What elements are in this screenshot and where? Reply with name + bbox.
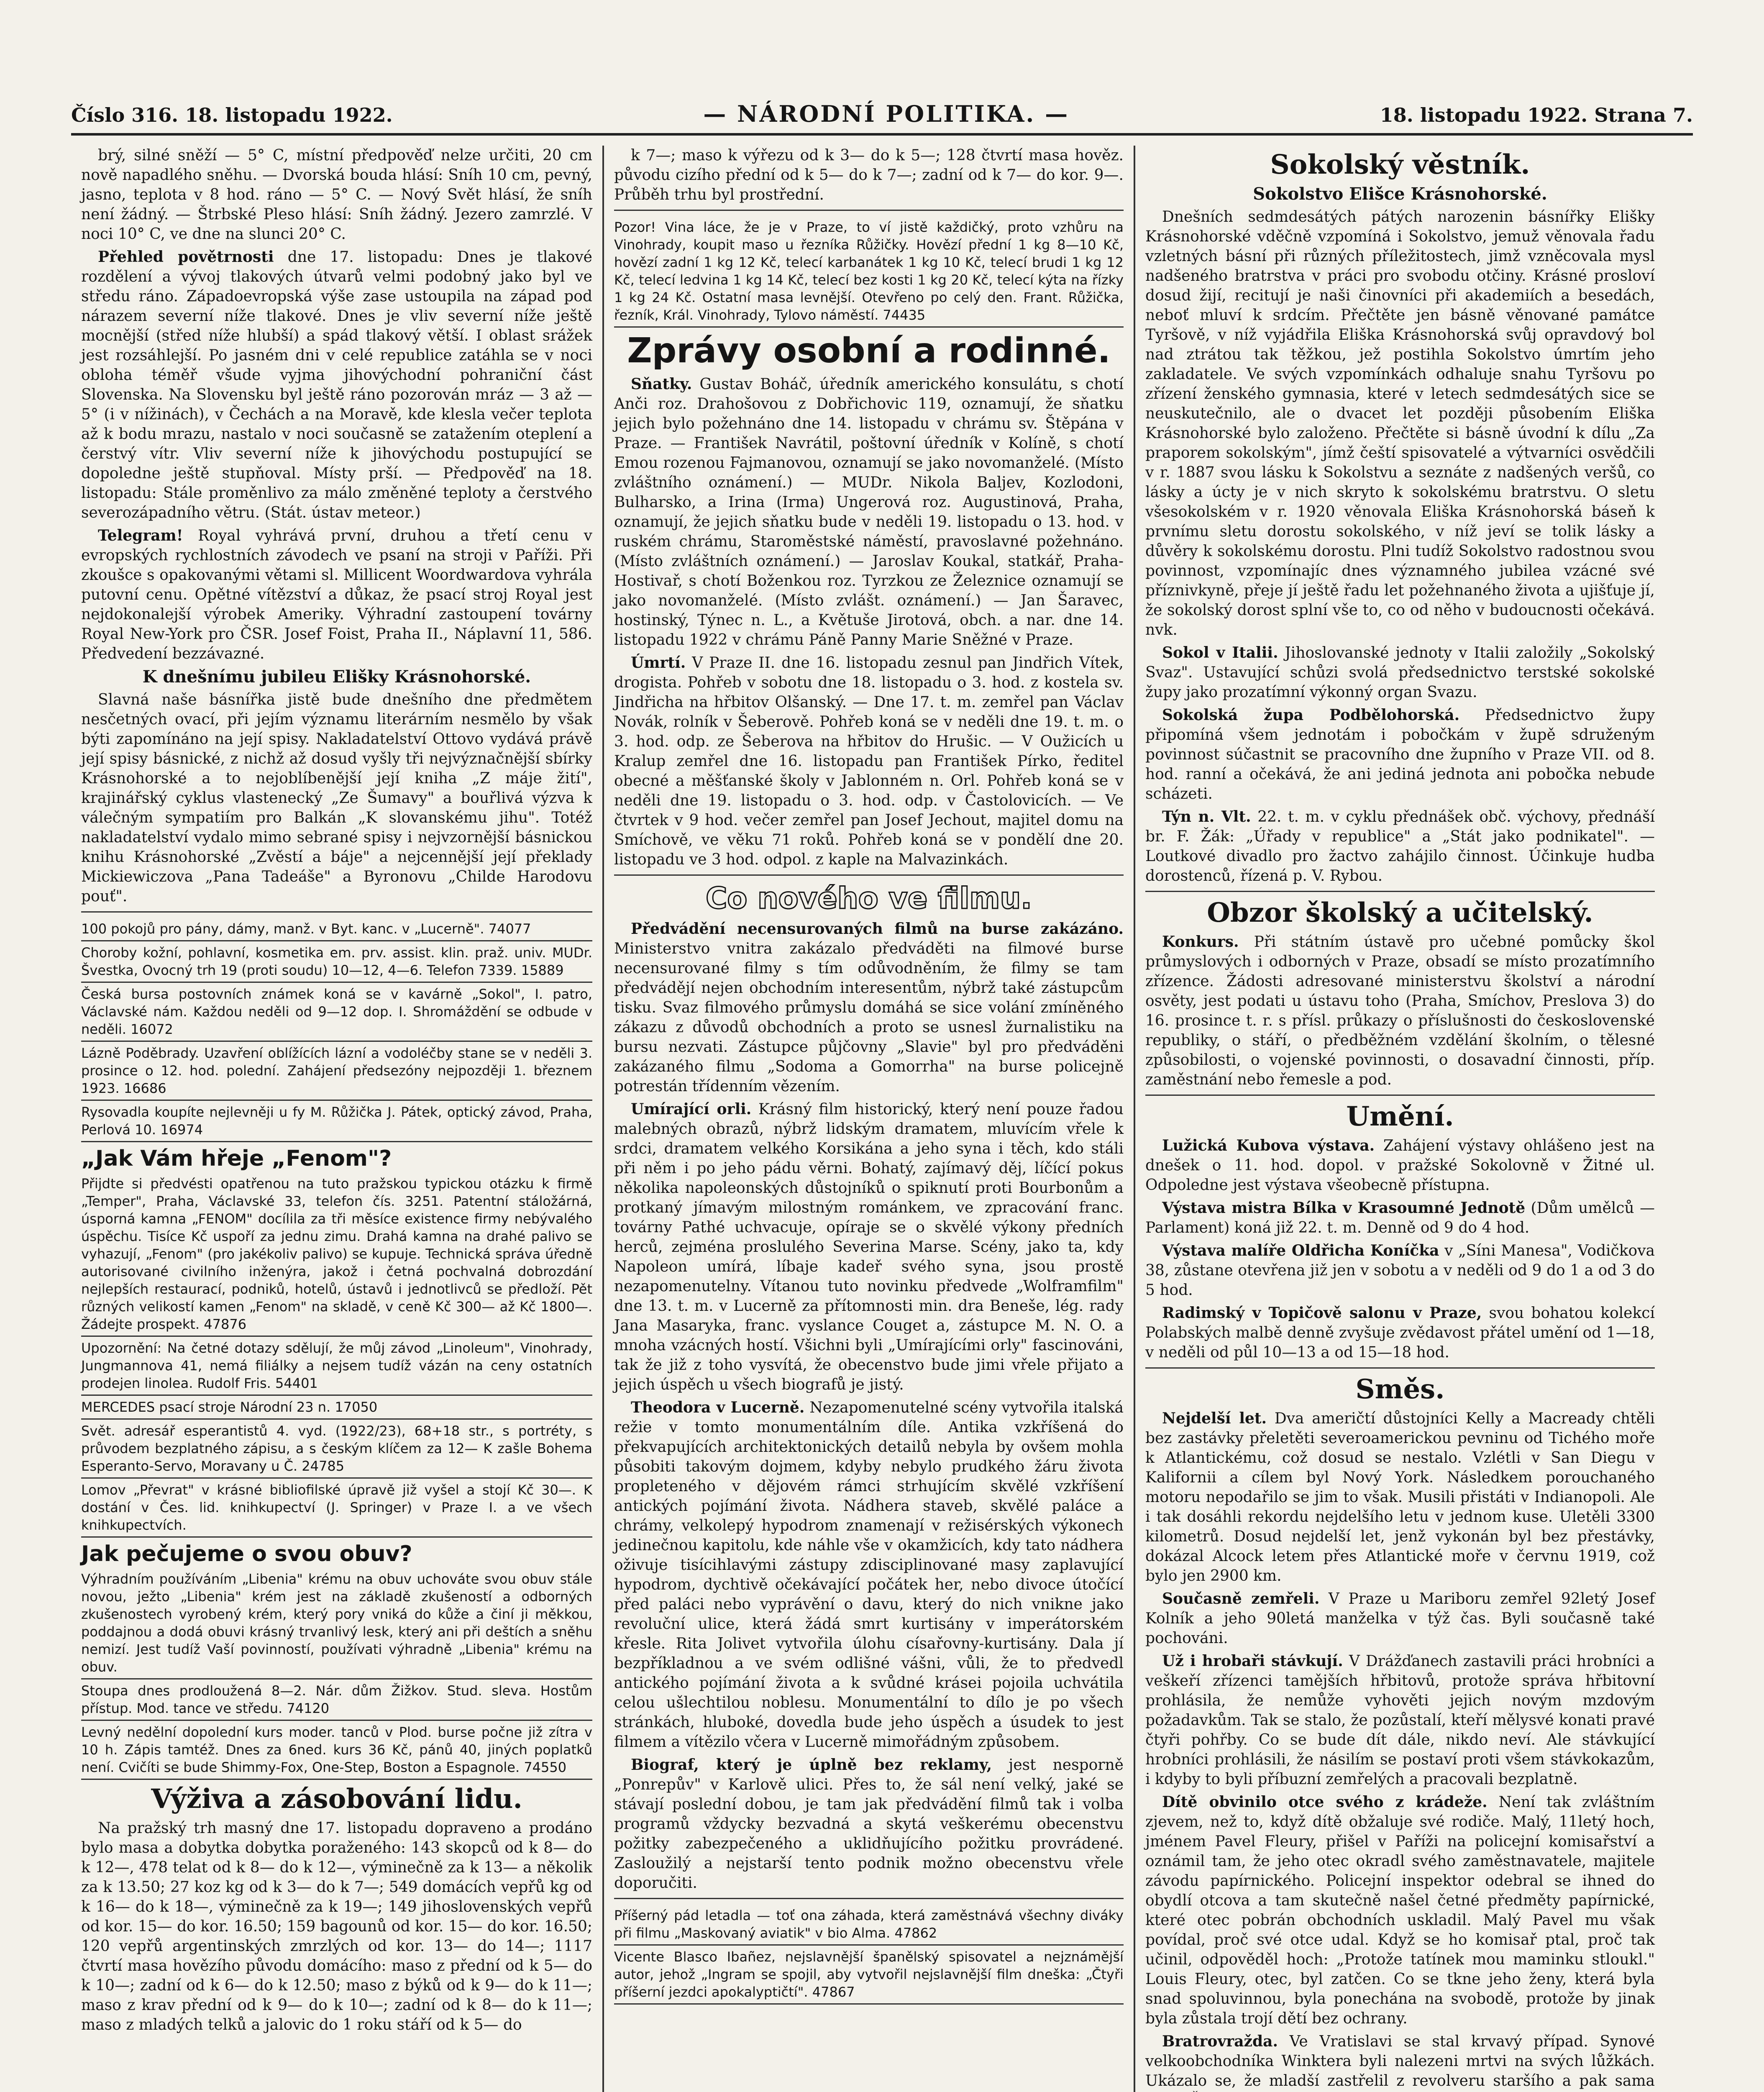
masthead [71,100,1693,136]
art-body: Zahájení výstavy ohlášeno jest na dnešek o 11. hod. dopol. v pražské Sokolovně v Žitné ul. Odpoledne jest výstava všeobecně přístupna. [1145,1137,1655,1194]
film-body: Krásný film historický, který není pouze řadou malebných obrazů, nýbrž lidským dramatem, mluvícím vřele k srdci, dramatem velkého Korsikána a jeho syna i těch, kdo stáli při něm i po jeho pádu věrni. Bohatý, zajímavý děj, líčící pokus několika napoleonských důstojníků o spiknutí proti Bourbonům a protkaný jímavým milostným románkem, ve zpracování franc. továrny Pathé uchvacuje, opíraje se o skvělé výkony předních herců, zejména proslulého Severina Marse. Scény, jako ta, kdy Napoleon umírá, líbaje kadeř svého syna, jsou prostě nezapomenutelny. Vítanou tuto novinku předvede „Wolframfilm" dne 13. t. m. v Lucerně za přítomnosti min. dra Beneše, lég. rady Jana Masaryka, franc. vyslance Couget a, zástupce M. N. O. a mnoha vzácných hostí. Všichni byli „Umírajícími orly" fascinováni, tak že již z toho vysvítá, že obecenstvo bude jimi vřele přijato a jejich úspěch u všech biografů je jistý. [614,1101,1124,1393]
misc-body: Není tak zvláštním zjevem, než to, když dítě obžaluje své rodiče. Malý, 11letý hoch, jménem Pavel Fleury, přišel v Paříži na policejní komisařství a oznámil tam, že jeho otec okradl svého zaměstnavatele, majitele závodu papírnického. Policejní inspektor odebral se ihned do obydlí otcova a tam skutečně našel četné předměty papírnické, které otec pobrán obchodních uskladil. Malý Pavel mu však povídal, proč své otce udal. Když se ho komisař ptal, proč tak učinil, odpověděl hoch: „Protože tatínek mou maminku stloukl." Louis Fleury, otec, byl zatčen. Co se tkne jeho ženy, která byla snad spoluvinnou, byla ponechána na svobodě, protože by jinak byla zůstala trojí dětí bez ochrany. [1145,1794,1655,2027]
misc-body: V Drážďanech zastavili práci hrobníci a veškeří zřízenci tamějších hřbitovů, protože správa hřbitovní prohlásila, že nemůže vyhověti jejich novým mzdovým požadavkům. Tak se stalo, že pozůstalí, kteří mělysvé konati pravé čtyři pohřby. Co se bude dít dále, nikdo neví. Ale stávkující hrobníci prohlásili, že násilím se postaví proti všem stávkokazům, i kdyby to byli příbuzní zemřelých a pracovali bezplatně. [1145,1653,1655,1788]
classified-ad: Česká bursa postovních známek koná se v kavárně „Sokol", I. patro, Václavské nám. Každou neděli od 9—12 dop. I. Shromáždění se odbude v neděli. 16072 [81,983,592,1042]
misc-article [1145,2032,1655,2092]
misc-article [1145,1651,1655,1789]
deaths-lead: Úmrtí. [631,654,686,672]
shoe-ad-text: Výhradním používáním „Libenia" krému na obuv uchováte svou obuv stále novou, ježto „Libenia" krém jest na základě zkušeností a odborných zkušenostech vyrobený krém, který pory vniká do kůže a činí ji měkkou, poddajnou a dodá obuvi krásný trvanlivý lesk, který ani při deštích a sněhu nemizí. Jest tudíž Vaší povinností, používati výhradně „Libenia" krému na obuv. [81,1568,592,1679]
misc-article [1145,1409,1655,1586]
telegram-article [81,526,592,664]
page-number: 18. listopadu 1922. Strana 7. [1380,104,1693,126]
misc-lead: Nejdelší let. [1162,1410,1267,1427]
sokol-lead: Sokol v Italii. [1162,644,1278,661]
sokol-lead: Sokolská župa Podbělohorská. [1162,706,1460,724]
classified-ad: Choroby kožní, pohlavní, kosmetika em. prv. assist. klin. praž. univ. MUDr. Švestka, Ovocný trh 19 (proti soudu) 10—12, 4—6. Telefon 7339. 15889 [81,941,592,983]
classified-ad: Levný nedělní dopolední kurs moder. tanců v Plod. burse počne již zítra v 10 h. Zápis tamtéž. Dnes za 6ned. kurs 36 Kč, pánů 40, jiných poplatků není. Cvičíti se bude Shimmy-Fox, One-Step, Boston a Espagnole. 74550 [81,1721,592,1780]
school-heading: Obzor školský a učitelský. [1207,897,1593,928]
film-lead: Biograf, který je úplně bez reklamy, [631,1756,992,1774]
art-lead: Radimský v Topičově salonu v Praze, [1162,1304,1482,1322]
weddings-text [614,374,1124,650]
sokol-subheading: Sokolstvo Elišce Krásnohorské. [1253,184,1547,204]
art-article [1145,1241,1655,1300]
film-lead: Umírající orli. [631,1100,752,1118]
film-article [614,919,1124,1096]
film-article [614,1398,1124,1752]
columns [71,146,1693,2092]
newspaper-title: — NÁRODNÍ POLITIKA. — [703,100,1070,127]
divider [81,911,592,913]
issue-date: Číslo 316. 18. listopadu 1922. [71,104,393,126]
weddings-body: Gustav Boháč, úředník amerického konsulátu, s chotí Anči roz. Drahošovou z Dobřichovic 119, oznamují, že sňatku jejich bylo požehnáno dne 14. listopadu v chrámu sv. Štěpána v Praze. — František Navrátil, poštovní úředník v Kolíně, s chotí Emou rozenou Fajmanovou, oznamují se jako novomanželé. (Místo zvláštního oznámení.) — MUDr. Nikola Baljev, Kozlodoni, Bulharsko, a Irina (Irma) Ungerová roz. Augustinová, Praha, oznamují, že jejich sňatku bude v neděli 19. listopadu o 13. hod. v ruském chrámu, Staroměstské náměstí, pravoslavné požehnáno. (Místo zvláštních oznámení.) — Jaroslav Koukal, statkář, Praha-Hostivař, s chotí Boženkou roz. Tyrzkou ze Železnice oznamují se jako novomanželé. (Místo zvlášt. oznámení.) — Jan Šaravec, hostinský, Týnec n. L., a Květuše Jirotová, obch. a nar. dne 14. listopadu 1922 v chrámu Páně Panny Marie Sněžné v Praze. [614,376,1124,649]
divider [614,1898,1124,1899]
film-article [614,1755,1124,1893]
sokol-text: Dnešních sedmdesátých pátých narozenin básnířky Elišky Krásnohorské vděčně vzpomíná i Sokolstvo, jemuž věnovala řadu vzletných básní při různých příležitostech, jimž vzněcovala mysl nadšeného bratrstva v práci pro svobodu otčiny. Krásné prosloví dosud žijí, recitují je naši činovníci při akademiích a besedách, neboť mluví k srdcím. Přečtěte jen básně věnované památce Tyršově, v níž vyjádřila Eliška Krásnohorská svůj opravdový bol nad ztrátou tak těžkou, jež postihla Sokolstvo úmrtím jeho zakladatele. Ve svých vzpomínkách odhaluje snahu Tyršovu po zřízení ženského gymnasia, které v letech sedmdesátých sice se neuskutečnilo, ale o dvacet let později působením Eliška Krásnohorské bylo založeno. Přečtěte si básně úvodní k dílu „Za praporem sokolským", jímž čeští spisovatelé a výtvarníci osvědčili v r. 1887 svou lásku k Sokolstvu a seznáte z nadšených veršů, co lásky a úcty je v nich skryto k sokolskému bratrstvu. O sletu všesokolském v r. 1920 věnovala Eliška Krásnohorská báseň k prvnímu sletu dorostu sokolského, v níž jeví se tolik lásky a důvěry k sokolskému dorostu. Plni tudíž Sokolstvo radostnou svou povinnost, vzpomínajíc dnes významného jubilea vzácné své příznivkyně, přeje jí ještě řadu let požehnaného života a ujišťuje jí, že sokolský dorost splní vše to, co od něho v budoucnosti očekává. nvk. [1145,208,1655,638]
film-article [614,1100,1124,1395]
butcher-ad: Pozor! Vina láce, že je v Praze, to ví jistě každičký, proto vzhůru na Vinohrady, koupit maso u řezníka Růžičky. Hovězí přední 1 kg 8—10 Kč, hovězí zadní 1 kg 12 Kč, telecí karbanátek 1 kg 10 Kč, telecí brudi 1 kg 12 Kč, telecí ledvina 1 kg 14 Kč, telecí bez kosti 1 kg 20 Kč, telecí kýta na řízky 1 kg 24 Kč. Ostatní masa levnější. Otevřeno po celý den. Frant. Růžička, řezník, Král. Vinohrady, Tylovo náměstí. 74435 [614,216,1124,328]
divider [1145,891,1655,892]
divider [1145,1095,1655,1096]
personal-heading: Zprávy osobní a rodinné. [627,331,1111,371]
misc-heading: Směs. [1355,1374,1445,1405]
sokol-heading: Sokolský věstník. [1270,149,1530,180]
column-2 [602,146,1134,2092]
misc-article [1145,1589,1655,1648]
meat-market-text: k 7—; maso k výřezu od k 3— do k 5—; 128 čtvrtí masa hověz. původu cizího přední od k 5— do k 7—; zadní od k 7— do kor. 9—. Průběh trhu byl prostřední. [614,147,1124,203]
telegram-text: Royal vyhrává první, druhou a třetí cenu v evropských rychlostních závodech ve psaní na stroji v Paříži. Při zkoušce s opakovanými větami sl. Millicent Woordwardova vyhrála putovní cenu. Opětné vítězství a důkaz, že psací stroj Royal jest nejdokonalejší výrobek Ameriky. Výhradní zastoupení továrny Royal New-York pro ČSR. Josef Foist, Praha II., Náplavní 11, 586. Předvedení bezzávazné. [81,527,592,662]
film-body: jest nesporně „Ponrepův" v Karlově ulici. Přes to, že sál není velký, jaké se stávají poslední dobou, je tam jak předvádění filmů tak i volba programů vždycky bezvadná a skytá veškerému obecenstvu požitky zabezpečeného a uklidňujícího požitku provrádené. Zasloužilý a nejstarší tento podnik možno obecenstvu vřele doporučiti. [614,1756,1124,1892]
misc-lead: Současně zemřeli. [1162,1590,1320,1607]
film-lead: Theodora v Lucerně. [631,1399,805,1416]
deaths-text [614,653,1124,869]
art-heading: Umění. [1346,1101,1454,1132]
art-article [1145,1136,1655,1195]
misc-lead: Už i hrobaři stávkují. [1162,1652,1343,1670]
school-lead: Konkurs. [1162,933,1239,951]
art-lead: Lužická Kubova výstava. [1162,1137,1375,1154]
art-body: (Dům umělců — Parlament) koná již 22. t. m. Denně od 9 do 4 hod. [1145,1200,1655,1236]
art-body: svou bohatou kolekcí Polabských malbě denně zvyšuje zvědavost přátel umění od 1—18, v neděli od půl 10—13 a od 15—18 hod. [1145,1305,1655,1361]
school-article [1145,932,1655,1090]
column-3 [1134,146,1665,2092]
food-text: Na pražský trh masný dne 17. listopadu dopraveno a prodáno bylo masa a dobytka dobytka poraženého: 143 skopců od k 8— do k 12—, 478 telat od k 8— do k 12—, výminečně za k 13— a několik za k 13.50; 27 koz kg od k 3— do k 7—; 549 domácích vepřů kg od k 16— do k 18—, výminečně za k 19—; 149 jihoslovenských vepřů od kor. 15— do kor. 16.50; 159 bagounů od kor. 15— do kor. 16.50; 120 vepřů argentinských zmrzlých od kor. 13— do 14—; 1117 čtvrtí masa hovězího původu domácího: maso z přední od k 5— do k 10—; zadní od k 6— do k 12.50; maso z býků od k 9— do k 11—; maso z krav přední od k 9— do k 10—; zadní od k 8— do k 11—; maso z mladých telků a jalovic do 1 roku stáří od k 5— do [81,1820,592,2033]
sokol-body: Jihoslovanské jednoty v Italii založily „Sokolský Svaz". Ustavující schůzi svolá předsednictvo terstské sokolské župy jako prozatímní výkonný organ Svazu. [1145,644,1655,701]
film-body: Nezapomenutelné scény vytvořila italská režie v tomto monumentálním díle. Antika vzkříšená do překvapujících architektonických detailů nebyla by ovšem mohla působiti takovým dojmem, kdyby nebylo prudkého žáru života propleteného v dějovém rámci strhujícím skvělé vzkříšení antických pojímání života. Nádhera staveb, skvělé paláce a chrámy, velkolepý hypodrom znamenají v režisérských výkonech jedinečnou kapitolu, kde náhle vše v okamžicích, kdy tato nádhera oživuje tisícihlavými zástupy zdisciplinované masy zaplavující hypodrom, dychtivě očekávající počátek her, nebo divoce útočící před paláci nebo vyprávění o davu, který do nich vnikne jako revoluční ulice, která žádá smrt kurtisány v imperátorském křesle. Rita Jolivet vytvořila úlohu císařovny-kurtisány. Dala jí bezpříkladnou a ve svém odlišné vášni, vůli, že to předvedl antického pojímání života a k svůdné krásei pojoila uchvátila celou ušlechtilou noblesu. Monumentální to dílo je po všech stránkách, hluboké, dovedla bude jeho úspěch a úsudek to jest filmem a vítězilo včera v Lucerně mimořádným způsobem. [614,1399,1124,1751]
sokol-lead: Týn n. Vlt. [1162,808,1251,826]
deaths-body: V Praze II. dne 16. listopadu zesnul pan Jindřich Vítek, drogista. Pohřeb v sobotu dne 18. listopadu o 3. hod. z kostela sv. Jindřicha na hřbitov Olšanský. — Dne 17. t. m. zemřel pan Václav Novák, rolník v Šeberově. Pohřeb koná se v neděli dne 19. t. m. o 3. hod. odp. ze Šeberova na hřbitov do Hrušic. — V Oužicích u Kralup zemřel dne 16. listopadu pan František Pírko, ředitel obecné a měšťanské školy v Jablonném n. Orl. Pohřeb koná se v neděli dne 19. listopadu o 3. hod. odp. v Častolovicích. — Ve čtvrtek v 9 hod. večer zemřel pan Josef Jechout, majitel domu na Smíchově, ve věku 71 roků. Pohřeb koná se v pondělí dne 20. listopadu ve 3 hod. odpol. z kaple na Malvazinkách. [614,654,1124,868]
school-body: Při státním ústavě pro učebné pomůcky škol průmyslových i odborných v Praze, obsadí se místo prozatímního zřízence. Žádosti adresované ministerstvu školství a národní osvěty, jest podati u ústavu toho (Praha, Smíchov, Preslova 3) do 16. prosince t. r. s přísl. průkazy o příslušnosti do československé republiky, o stáří, o předběžném vzdělání školním, o tělesné způsobilosti, o vojenské povinnosti, o dosavadní činnosti, příp. zaměstnání nebo řemesle a pod. [1145,933,1655,1088]
fenom-ad-heading: „Jak Vám hřeje „Fenom"? [81,1146,392,1171]
misc-body: V Praze u Mariboru zemřel 92letý Josef Kolník a jeho 90letá manželka v týž čas. Byli současně také pochováni. [1145,1590,1655,1647]
art-lead: Výstava malíře Oldřicha Koníčka [1162,1242,1439,1259]
jubilee-text: Slavná naše básnířka jistě bude dnešního dne předmětem nesčetných ovací, při jejím významu literárním nesmělo by však býti zapomínáno na její spisy. Nakladatelství Ottovo vydává právě její spisy básnické, z nichž až dosud vyšly tři nejvýznačnější sbírky Krásnohorské a to nejoblíbenější její kniha „Z máje žití", krajinářský cyklus vlastenecký „Ze Šumavy" a bouřlivá výzva k válečným sympatiím pro Balkán „K slovanskému jihu". Totéž nakladatelství vydalo mimo sebrané spisy i nejvzornější básnickou knihu Krásnohorské „Zvěstí a báje" a nejcennější její překlady Mickiewiczova „Pana Tadeáše" a Byronovu „Childe Harodovu pouť". [81,691,592,905]
weather-text: dne 17. listopadu: Dnes je tlakové rozdělení a vývoj tlakových útvarů velmi podobný jako byl ve středu ráno. Západoevropská výše zase ustoupila na západ pod nárazem severní níže tlakové. Dnes je vliv severní níže ještě mocnější (střed níže hlubší) a spád tlakový větší. I oblast srážek jest rozsáhlejší. Po jasném dni v celé republice zatáhla se v noci obloha téměř všude vyjma jihovýchodní pohraniční část Slovenska. Na Slovensku byl ještě ráno pozorován mráz — 3 až — 5° (i v nížinách), v Čechách a na Moravě, kde klesla večer teplota až k bodu mrazu, nastalo v noci současně se zatažením oteplení a čerstvý vítr. Vliv severní níže k jihovýchodu postupující se dopoledne ještě stupňoval. Místy prší. — Předpověď na 18. listopadu: Stále proměnlivo za málo změněné teploty a čerstvého severozápadního větru. (Stát. ústav meteor.) [81,249,592,521]
misc-article [1145,1792,1655,2028]
jubilee-heading: K dnešnímu jubileu Elišky Krásnohorské. [142,667,531,687]
weddings-lead: Sňatky. [631,375,692,393]
misc-body: Ve Vratislavi se stal krvavý případ. Synové velkoobchodníka Winktera byli nalezeni mrtvi na svých lůžkách. Ukázalo se, že mladší zastřelil z revolveru staršího a pak sama [1145,2033,1655,2089]
divider [614,874,1124,876]
classified-ad: Svět. adresář esperantistů 4. vyd. (1922/23), 68+18 str., s portréty, s průvodem bezplatného zápisu, a s českým klíčem za 12— K zašle Bohema Esperanto-Servo, Moravany u Č. 24785 [81,1420,592,1479]
misc-lead: Dítě obvinilo otce svého z krádeže. [1162,1793,1487,1811]
classified-ad: Lomov „Převrat" v krásné bibliofilské úpravě již vyšel a stojí Kč 30—. K dostání v Čes. lid. knihkupectví (J. Springer) v Praze I. a ve všech knihkupectvích. [81,1479,592,1538]
sokol-article [1145,807,1655,886]
film-body: Ministerstvo vnitra zakázalo předváděti na filmové burse necensurované filmy s tím odůvodněním, že filmy se tam předvádějí nejen obchodním interesentům, nýbrž také zástupcům tisku. Svaz filmového průmyslu domáhá se sice volání zmíněného zákazu z důvodů obchodních a proto se usnesl žurnalistiku na bursu nezvati. Zástupce půjčovny „Slavie" byl pro předváděni zakázaného filmu „Sodoma a Gomorrha" na burse policejně potrestán třídenním vězením. [614,940,1124,1095]
weather-lead: Přehled povětrnosti [98,248,274,266]
art-lead: Výstava mistra Bílka v Krasoumné Jednotě [1162,1199,1526,1217]
classified-ad: 100 pokojů pro pány, dámy, manž. v Byt. kanc. v „Lucerně". 74077 [81,918,592,941]
film-ad: Vicente Blasco Ibañez, nejslavnější španělský spisovatel a nejznámější autor, jehož „Ingram se spojil, aby vytvořil nejslavnější film dneška: „Čtyři příšerní jezdci apokalyptičtí". 47867 [614,1946,1124,2005]
fenom-ad-text: Přijdte si předvésti opatřenou na tuto pražskou typickou otázku k firmě „Temper", Praha, Václavské 33, telefon čís. 3251. Patentní stáložárná, úsporná kamna „FENOM" docílila za tři měsíce existence firmy nebývalého úspěchu. Tisíce Kč uspoří za jednu zimu. Drahá kamna na drahé palivo se vyhazují, „Fenom" (pro jakékoliv palivo) se kupuje. Technická správa úředně autorisované civilního inženýra, jakož i četná pochvalná dobrozdání nejlepších restaurací, podniků, hotelů, ústavů i jednotlivců se předloží. Pět různých velikostí kamen „Fenom" na skladě, v ceně Kč 300— až Kč 1800—. Žádejte prospekt. 47876 [81,1172,592,1337]
shoe-ad-heading: Jak pečujeme o svou obuv? [81,1541,412,1566]
classified-ad: Rysovadla koupíte nejlevněji u fy M. Růžička J. Pátek, optický závod, Praha, Perlová 10. 16974 [81,1101,592,1142]
sokol-body: Předsednictvo župy připomíná všem jednotám i pobočkám v župě sdruženým povinnost súčastnit se pracovního dne župního v Praze VII. od 8. hod. ranní a očekává, že ani jediná jednota ani pobočka nebude scházeti. [1145,707,1655,802]
art-article [1145,1198,1655,1238]
sokol-article [1145,705,1655,804]
telegram-lead: Telegram! [98,527,183,544]
classified-ad: Upozornění: Na četné dotazy sdělují, že můj závod „Linoleum", Vinohrady, Jungmannova 41, nemá filiálky a nejsem tudíž vázán na ceny ostatních prodejen linolea. Rudolf Fris. 54401 [81,1337,592,1396]
misc-lead: Bratrovražda. [1162,2033,1278,2050]
weather-report: brý, silné sněží — 5° C, místní předpověď nelze určiti, 20 cm nově napadlého sněhu. — Dvorská bouda hlásí: Sníh 10 cm, pevný, jasno, teplota v 8 hod. ráno — 5° C. — Nový Svět hlásí, že sníh není žádný. — Štrbské Pleso hlásí: Sníh žádný. Jezero zamrzlé. V noci 10° C, ve dne na slunci 20° C. [81,147,592,243]
film-lead: Předvádění necensurovaných filmů na burse zakázáno. [631,920,1124,938]
classified-ad: Lázně Poděbrady. Uzavření oblížících lázní a vodoléčby stane se v neděli 3. prosince o 12. hod. polední. Zahájení předsezóny nejpozději 1. březnem 1923. 16686 [81,1042,592,1101]
sokol-body: 22. t. m. v cyklu přednášek obč. výchovy, přednáší br. F. Žák: „Úřady v republice" a „Stát jako podnikatel". — Loutkové divadlo pro žactvo zahájilo činnost. Účinkuje hudba dorostenců, řízená p. V. Rybou. [1145,808,1655,884]
sokol-article [1145,643,1655,702]
classified-ad: MERCEDES psací stroje Národní 23 n. 17050 [81,1396,592,1420]
art-body: v „Síni Manesa", Vodičkova 38, zůstane otevřena již jen v sobotu a v neděli od 9 do 1 a od 3 do 5 hod. [1145,1242,1655,1299]
misc-body: Dva američtí důstojníci Kelly a Macready chtěli bez zastávky přeletěti severoamerickou pevninu od Tichého moře k Atlantickému, což dosud se nestalo. Vzlétli v San Diegu v Kalifornii a cílem byl Nový York. Následkem porouchaného motoru nepodařilo se jim to však. Musili přistáti v Indianopoli. Ale i tak dosáhli rekordu nejdelšího letu v jednom kuse. Uletěli 3300 kilometrů. Dosud nejdelší let, jenž vykonán byl bez přestávky, dokázal Alcock letem přes Atlantické moře v červnu 1919, což bylo jen 2900 km. [1145,1410,1655,1584]
divider [614,210,1124,211]
classified-ad: Stoupa dnes prodloužená 8—2. Nár. dům Žižkov. Stud. sleva. Hostům přístup. Mod. tance ve středu. 74120 [81,1679,592,1721]
column-1 [71,146,602,2092]
divider [1145,1367,1655,1369]
food-heading: Výživa a zásobování lidu. [151,1783,522,1815]
film-heading: Co nového ve filmu. [706,881,1032,915]
art-article [1145,1303,1655,1362]
film-ad: Příšerný pád letadla — toť ona záhada, která zaměstnává všechny diváky při filmu „Maskovaný aviatik" v bio Alma. 47862 [614,1904,1124,1946]
weather-overview [81,247,592,523]
